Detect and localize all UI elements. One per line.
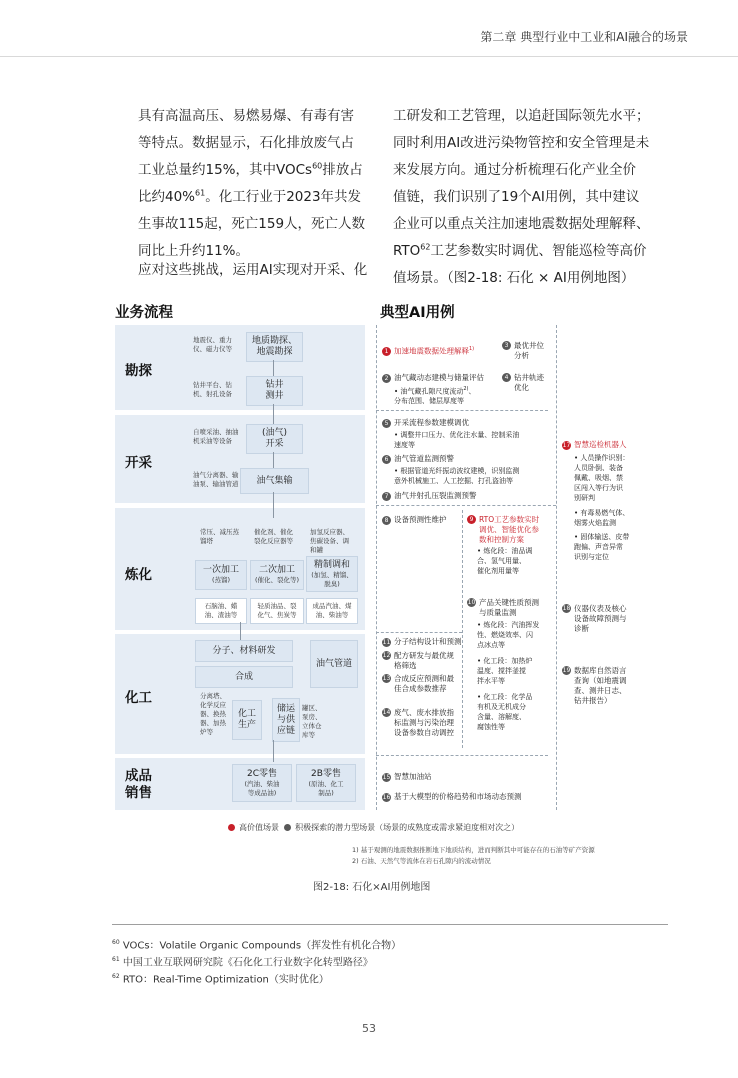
lianhua-box-refining	[306, 556, 358, 592]
lianhua-box-secondary-label: 二次加工	[258, 565, 295, 575]
usecase-2-detail-a: 油气藏孔隙尺度流动	[400, 387, 464, 396]
right-para-text-a: 工研发和工艺管理，以追赶国际领先水平； 同时利用AI改进污染物管控和安全管理是未 来发展方向。通过分析梳理石化产业全价 值链，我们识别了19个AI用例，其中建议 企业可以重点关注加速地震数据处理解释、 RTO	[393, 108, 650, 259]
usecase-10-detail-3: • 化工段：化学品 有机及无机成分 含量、溶解度、 腐蚀性等	[477, 693, 533, 731]
usecase-16[interactable]	[382, 792, 522, 802]
usecase-14-label: 废气、废水排放指 标监测与污染治理 设备参数自动调控	[394, 708, 454, 737]
lianhua-box-primary-label: 一次加工	[202, 565, 239, 575]
usecase-17-label: 智慧巡检机器人	[574, 440, 627, 449]
lianhua-product-3: 成品汽油、煤 油、柴油等	[306, 598, 358, 624]
usecase-2-note-ref: 2)	[463, 386, 469, 392]
ai-usecases-title: 典型AI用例	[380, 305, 455, 321]
lianhua-product-1: 石脑油、蜡 油、渣油等	[195, 598, 247, 624]
usecase-10[interactable]	[467, 598, 539, 618]
usecase-15-label: 智慧加油站	[394, 772, 432, 781]
right-para-text-b: 工艺参数实时调优、智能巡检等高价 值场景。（图2-18: 石化 × AI用例地图）	[393, 243, 647, 286]
usecase-10-detail-3-text: 化工段：化学品 有机及无机成分 含量、溶解度、 腐蚀性等	[477, 693, 533, 731]
usecase-14-number: 14	[382, 709, 391, 716]
usecase-9-detail-text: 炼化段：油品调 合、氢气用量、 催化剂用量等	[477, 547, 533, 575]
chengpin-box-2c	[232, 764, 292, 802]
usecase-9-detail: • 炼化段：油品调 合、氢气用量、 催化剂用量等	[477, 547, 533, 575]
usecase-7[interactable]	[382, 491, 477, 501]
kantan-kaicai-arrow	[273, 404, 274, 424]
usecase-4-label: 钻井轨迹 优化	[514, 373, 544, 392]
huagong-note-2: 罐区、 泵房、 立体仓 库等	[302, 704, 322, 739]
footnote-ref-61[interactable]: 61	[195, 188, 206, 198]
usecase-2-label: 油气藏动态建模与储量评估	[394, 373, 484, 382]
lianhua-product-2: 轻质油品、裂 化气、焦炭等	[250, 598, 304, 624]
stage-label-kaicai: 开采	[125, 455, 152, 471]
usecase-13[interactable]	[382, 674, 454, 694]
lianhua-box-secondary-sub: (催化、裂化等)	[254, 576, 300, 584]
usecase-11-number: 11	[382, 638, 391, 646]
usecase-6[interactable]	[382, 454, 454, 464]
page-number: 53	[362, 1022, 376, 1035]
figure-legend	[228, 822, 519, 833]
lianhua-box-primary-sub: (蒸馏)	[211, 576, 231, 584]
usecase-17-detail-1: • 人员操作识别： 人员卧倒、装备 佩戴、吸烟、禁 区闯入等行为识 别研判	[574, 454, 630, 502]
usecase-17-number: 17	[562, 441, 571, 449]
usecase-14[interactable]	[382, 708, 454, 738]
left-paragraph-1	[138, 103, 373, 265]
huagong-chengpin-arrow	[273, 740, 274, 762]
usecase-5-label: 开采流程参数建模调优	[394, 418, 469, 427]
usecase-9-label: RTO工艺参数实时 调优、智能优化参 数和控制方案	[479, 515, 540, 544]
usecase-vline-right	[556, 325, 557, 810]
footnote-ref-60[interactable]: 60	[312, 161, 323, 171]
figure-note-2: 2) 石油、天然气等流体在岩石孔隙内的流动情况	[352, 857, 491, 865]
lianhua-box-secondary	[250, 560, 304, 590]
kaicai-lianhua-arrow	[273, 492, 274, 518]
usecase-5-detail-text: 调整井口压力、优化注水量、控制采油 速度等	[394, 431, 520, 449]
usecase-10-detail-2-text: 化工段：加热炉 温度、搅拌釜搅 拌水平等	[477, 657, 533, 685]
business-process-title: 业务流程	[115, 305, 173, 321]
chengpin-box-2b-label: 2B零售	[311, 768, 341, 779]
footnote-divider	[112, 924, 668, 925]
usecase-vline-left	[376, 325, 377, 810]
usecase-3-number: 3	[502, 341, 511, 350]
stage-bg-kantan	[115, 325, 365, 410]
stage-label-chengpin: 成品 销售	[125, 768, 152, 801]
kaicai-note-2: 油气分离器、输 油泵、输油管道	[193, 471, 239, 488]
kaicai-arrow	[273, 452, 274, 468]
kaicai-box-extraction: (油气) 开采	[246, 424, 303, 454]
usecase-1[interactable]	[382, 344, 474, 357]
kantan-box-survey: 地质勘探、 地震勘探	[246, 332, 303, 362]
footnote-62-number: 62	[112, 973, 120, 980]
footnote-60-number: 60	[112, 939, 120, 946]
usecase-15-number: 15	[382, 773, 391, 781]
usecase-16-number: 16	[382, 793, 391, 801]
kantan-note-2: 钻井平台、钻 机、射孔设备	[193, 381, 232, 398]
figure-caption: 图2-18: 石化×AI用例地图	[313, 882, 431, 893]
right-paragraph	[393, 103, 663, 292]
usecase-15[interactable]	[382, 772, 432, 782]
usecase-10-detail-1: • 炼化段：汽油挥发 性、燃烧效率、闪 点冰点等	[477, 621, 540, 649]
usecase-6-detail-text: 根据管道光纤振动波纹建模，识别监测 意外机械施工、人工挖掘、打孔盗油等	[394, 467, 520, 485]
lianhua-box-refining-sub: (加氢、精馏、 脱臭)	[311, 570, 353, 588]
lianhua-note-1: 常压、减压蒸 馏塔	[200, 528, 239, 545]
usecase-12-label: 配方研发与最优规 格筛选	[394, 651, 454, 670]
footnote-61-text: 中国工业互联网研究院《石化化工行业数字化转型路径》	[122, 957, 373, 969]
kaicai-box-gathering: 油气集输	[240, 468, 309, 494]
usecase-6-detail: • 根据管道光纤振动波纹建模，识别监测 意外机械施工、人工挖掘、打孔盗油等	[394, 467, 520, 485]
huagong-box-production: 化工 生产	[232, 700, 262, 740]
usecase-2-detail-b: 、 分布范围、储层厚度等	[394, 387, 476, 406]
usecase-vline-mid	[462, 510, 463, 748]
usecase-8-number: 8	[382, 516, 391, 525]
usecase-divider-1	[376, 410, 548, 411]
usecase-divider-4	[376, 755, 548, 756]
stage-label-lianhua: 炼化	[125, 567, 152, 583]
usecase-10-number: 10	[467, 599, 476, 606]
huagong-box-synthesis: 合成	[195, 666, 293, 688]
usecase-13-label: 合成反应预测和最 佳合成参数推荐	[394, 674, 454, 693]
usecase-17-detail-2: • 有毒易燃气体、 烟雾火焰监测	[574, 509, 630, 527]
usecase-8[interactable]	[382, 515, 447, 525]
usecase-10-label: 产品关键性质预测 与质量监测	[479, 598, 539, 617]
usecase-11-label: 分子结构设计和预测	[394, 637, 462, 646]
usecase-17-detail-3: • 固体输送、皮带 跑偏、声音异常 识别与定位	[574, 533, 630, 561]
footnote-60-text: VOCs：Volatile Organic Compounds（挥发性有机化合物）	[122, 940, 402, 952]
legend-high-dot	[228, 824, 235, 831]
left-para1-text-c: 。化工行业于2023年共发 生事故115起，死亡159人，死亡人数 同比上升约11%。	[138, 189, 366, 259]
footnote-62	[112, 968, 329, 988]
usecase-9[interactable]	[467, 515, 539, 545]
usecase-4-number: 4	[502, 373, 511, 382]
usecase-7-number: 7	[382, 492, 391, 501]
usecase-16-label: 基于大模型的价格趋势和市场动态预测	[394, 792, 522, 801]
usecase-12-number: 12	[382, 652, 391, 659]
usecase-10-detail-2: • 化工段：加热炉 温度、搅拌釜搅 拌水平等	[477, 657, 533, 685]
usecase-2[interactable]	[382, 373, 484, 383]
usecase-1-number: 1	[382, 347, 391, 356]
usecase-12[interactable]	[382, 651, 454, 671]
usecase-5-number: 5	[382, 419, 391, 428]
usecase-18-label: 仪器仪表及核心 设备故障预测与 诊断	[574, 604, 627, 633]
usecase-13-number: 13	[382, 675, 391, 682]
usecase-6-label: 油气管道监测预警	[394, 454, 454, 463]
chengpin-box-2b	[296, 764, 356, 802]
chengpin-box-2c-sub: (汽油、柴油 等成品油)	[244, 779, 280, 797]
left-para1-text-b: 排放占 比约40%	[138, 162, 363, 205]
lianhua-huagong-arrow	[240, 622, 241, 640]
usecase-19[interactable]	[562, 666, 627, 706]
footnote-ref-62[interactable]: 62	[420, 242, 431, 252]
usecase-9-number: 9	[467, 515, 476, 524]
usecase-3-label: 最优井位 分析	[514, 341, 544, 360]
huagong-box-storage: 储运 与供 应链	[272, 698, 300, 742]
usecase-19-label: 数据库自然语言 查询（如地震调 查、测井日志、 钻井报告）	[574, 666, 627, 705]
usecase-17-detail-3-text: 固体输送、皮带 跑偏、声音异常 识别与定位	[574, 533, 630, 561]
usecase-5-detail: • 调整井口压力、优化注水量、控制采油 速度等	[394, 431, 520, 449]
usecase-3[interactable]	[502, 341, 544, 361]
lianhua-note-3: 加氢反应器、 焦碳设备、调 和罐	[310, 528, 349, 554]
legend-high-label: 高价值场景	[239, 823, 279, 832]
legend-other-dot	[284, 824, 291, 831]
kantan-note-1: 地震仪、重力 仪、磁力仪等	[193, 336, 232, 353]
usecase-2-number: 2	[382, 374, 391, 383]
left-paragraph-2: 应对这些挑战，运用AI实现对开采、化	[138, 262, 368, 278]
usecase-6-number: 6	[382, 455, 391, 464]
footnote-62-text: RTO：Real-Time Optimization（实时优化）	[122, 974, 329, 986]
left-para1-text-a: 具有高温高压、易燃易爆、有毒有害 等特点。数据显示，石化排放废气占 工业总量约15%，其中VOCs	[138, 108, 354, 178]
legend-other-label: 积极探索的潜力型场景（场景的成熟度或需求紧迫度相对次之）	[295, 823, 520, 832]
usecase-1-note-ref: 1)	[469, 346, 475, 352]
huagong-note-1: 分离塔、 化学反应 器、换热 器、加热 炉等	[200, 692, 226, 736]
usecase-8-label: 设备预测性维护	[394, 515, 447, 524]
lianhua-box-refining-label: 精制调和	[313, 559, 350, 570]
lianhua-box-primary	[195, 560, 247, 590]
footnote-61-number: 61	[112, 956, 120, 963]
usecase-18[interactable]	[562, 604, 627, 634]
usecase-1-label: 加速地震数据处理解释	[394, 346, 469, 356]
header-divider	[0, 56, 738, 57]
lianhua-note-2: 催化剂、催化 裂化反应器等	[254, 528, 293, 545]
chengpin-box-2c-label: 2C零售	[246, 768, 277, 779]
stage-label-kantan: 勘探	[125, 363, 152, 379]
huagong-box-pipeline: 油气管道	[310, 640, 358, 688]
usecase-17-detail-1-text: 人员操作识别： 人员卧倒、装备 佩戴、吸烟、禁 区闯入等行为识 别研判	[574, 454, 630, 502]
usecase-2-detail: • 油气藏孔隙尺度流动$^{2)}$、 分布范围、储层厚度等	[394, 386, 476, 406]
chapter-header: 第二章 典型行业中工业和AI融合的场景	[480, 30, 688, 44]
usecase-7-label: 油气井射孔压裂监测预警	[394, 491, 477, 500]
usecase-5[interactable]	[382, 418, 469, 428]
figure-note-1: 1) 基于观测的地震数据推断地下地质结构，进而判断其中可能存在的石油等矿产资源	[352, 846, 595, 854]
kaicai-note-1: 自喷采油、抽油 机采油等设备	[193, 428, 239, 445]
chengpin-box-2b-sub: (原油、化工 制品)	[308, 779, 344, 797]
usecase-18-number: 18	[562, 605, 571, 612]
usecase-17[interactable]	[562, 440, 627, 450]
stage-label-huagong: 化工	[125, 690, 152, 706]
usecase-4[interactable]	[502, 373, 544, 393]
kantan-arrow	[273, 360, 274, 376]
usecase-divider-2	[376, 505, 556, 506]
kantan-box-drilling: 钻井 测井	[246, 376, 303, 406]
usecase-10-detail-1-text: 炼化段：汽油挥发 性、燃烧效率、闪 点冰点等	[477, 621, 540, 649]
usecase-19-number: 19	[562, 667, 571, 674]
usecase-17-detail-2-text: 有毒易燃气体、 烟雾火焰监测	[574, 509, 630, 527]
usecase-11[interactable]	[382, 637, 462, 647]
usecase-divider-3	[376, 632, 462, 633]
huagong-box-rnd: 分子、材料研发	[195, 640, 293, 662]
